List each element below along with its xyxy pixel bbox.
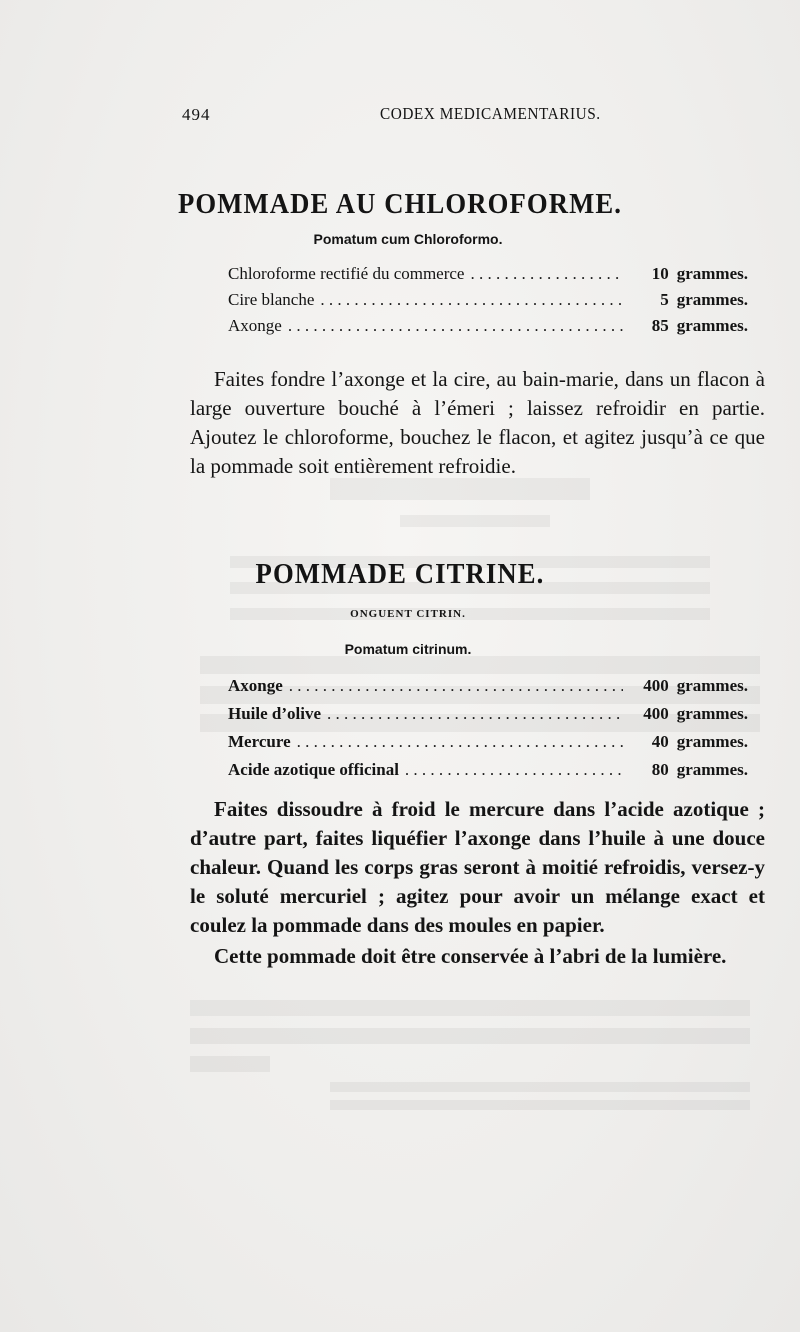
ingredient-list-chloroform (228, 264, 748, 342)
ingredient-unit: grammes. (676, 732, 748, 751)
ingredient-row (228, 264, 748, 290)
ingredient-quantity: 10 (651, 264, 669, 283)
dot-leader (405, 760, 623, 780)
latin-title-citrine: Pomatum citrinum. (344, 641, 472, 657)
ingredient-unit: grammes. (676, 264, 748, 283)
ingredient-unit: grammes. (676, 676, 748, 695)
storage-note: Cette pommade doit être conservée à l’abri de la lumière. (214, 944, 727, 968)
ingredient-row (228, 290, 748, 316)
ingredient-quantity: 40 (651, 732, 669, 751)
ingredient-unit: grammes. (676, 290, 748, 309)
running-head: CODEX MEDICAMENTARIUS. (380, 104, 601, 123)
page-header (180, 101, 760, 131)
ingredient-name: Cire blanche (228, 290, 315, 309)
alternate-name-citrine: ONGUENT CITRIN. (350, 608, 466, 620)
ingredient-row (228, 760, 748, 788)
section-title-chloroform: POMMADE AU CHLOROFORME. (177, 188, 623, 220)
instructions-citrine (190, 795, 765, 971)
paragraph: Faites fondre l’axonge et la cire, au bain-marie, dans un flacon à large ouverture bouché à l’émeri ; laissez refroidir en partie. Ajoutez le chloroforme, bouchez le flacon, et agitez jusqu’à ce que la pommade soit entièrement refroidie. (190, 367, 765, 478)
ingredient-quantity: 400 (643, 676, 669, 695)
ingredient-unit: grammes. (676, 704, 748, 723)
ingredient-row (228, 676, 748, 704)
ingredient-unit: grammes. (676, 760, 748, 779)
ingredient-row (228, 732, 748, 760)
section-title-citrine: POMMADE CITRINE. (255, 558, 545, 590)
ingredient-quantity: 80 (651, 760, 669, 779)
ingredient-quantity: 400 (643, 704, 669, 723)
dot-leader (297, 732, 623, 752)
ingredient-name: Axonge (228, 676, 283, 695)
latin-title-chloroform: Pomatum cum Chloroformo. (313, 231, 503, 247)
dot-leader (327, 704, 623, 724)
ingredient-row (228, 316, 748, 342)
ingredient-row (228, 704, 748, 732)
ingredient-quantity: 5 (660, 290, 669, 309)
ingredient-name: Acide azotique officinal (228, 760, 399, 779)
ingredient-unit: grammes. (676, 316, 748, 335)
instructions-chloroform (190, 365, 765, 481)
dot-leader (470, 264, 622, 284)
paragraph: Faites dissoudre à froid le mercure dans l’acide azotique ; d’autre part, faites liquéfier l’axonge dans l’huile à une douce chaleur. Quand les corps gras seront à moitié refroidis, versez-y le soluté mercuriel ; agitez pour avoir un mélange exact et coulez la pommade dans des moules en papier. (190, 797, 765, 937)
ingredient-name: Mercure (228, 732, 291, 751)
ingredient-list-citrine (228, 676, 748, 788)
ingredient-name: Huile d’olive (228, 704, 322, 723)
ingredient-name: Axonge (228, 316, 282, 335)
dot-leader (320, 290, 622, 310)
dot-leader (288, 316, 623, 336)
dot-leader (289, 676, 623, 696)
page-number: 494 (182, 105, 211, 124)
ingredient-name: Chloroforme rectifié du commerce (228, 264, 465, 283)
ingredient-quantity: 85 (651, 316, 669, 335)
